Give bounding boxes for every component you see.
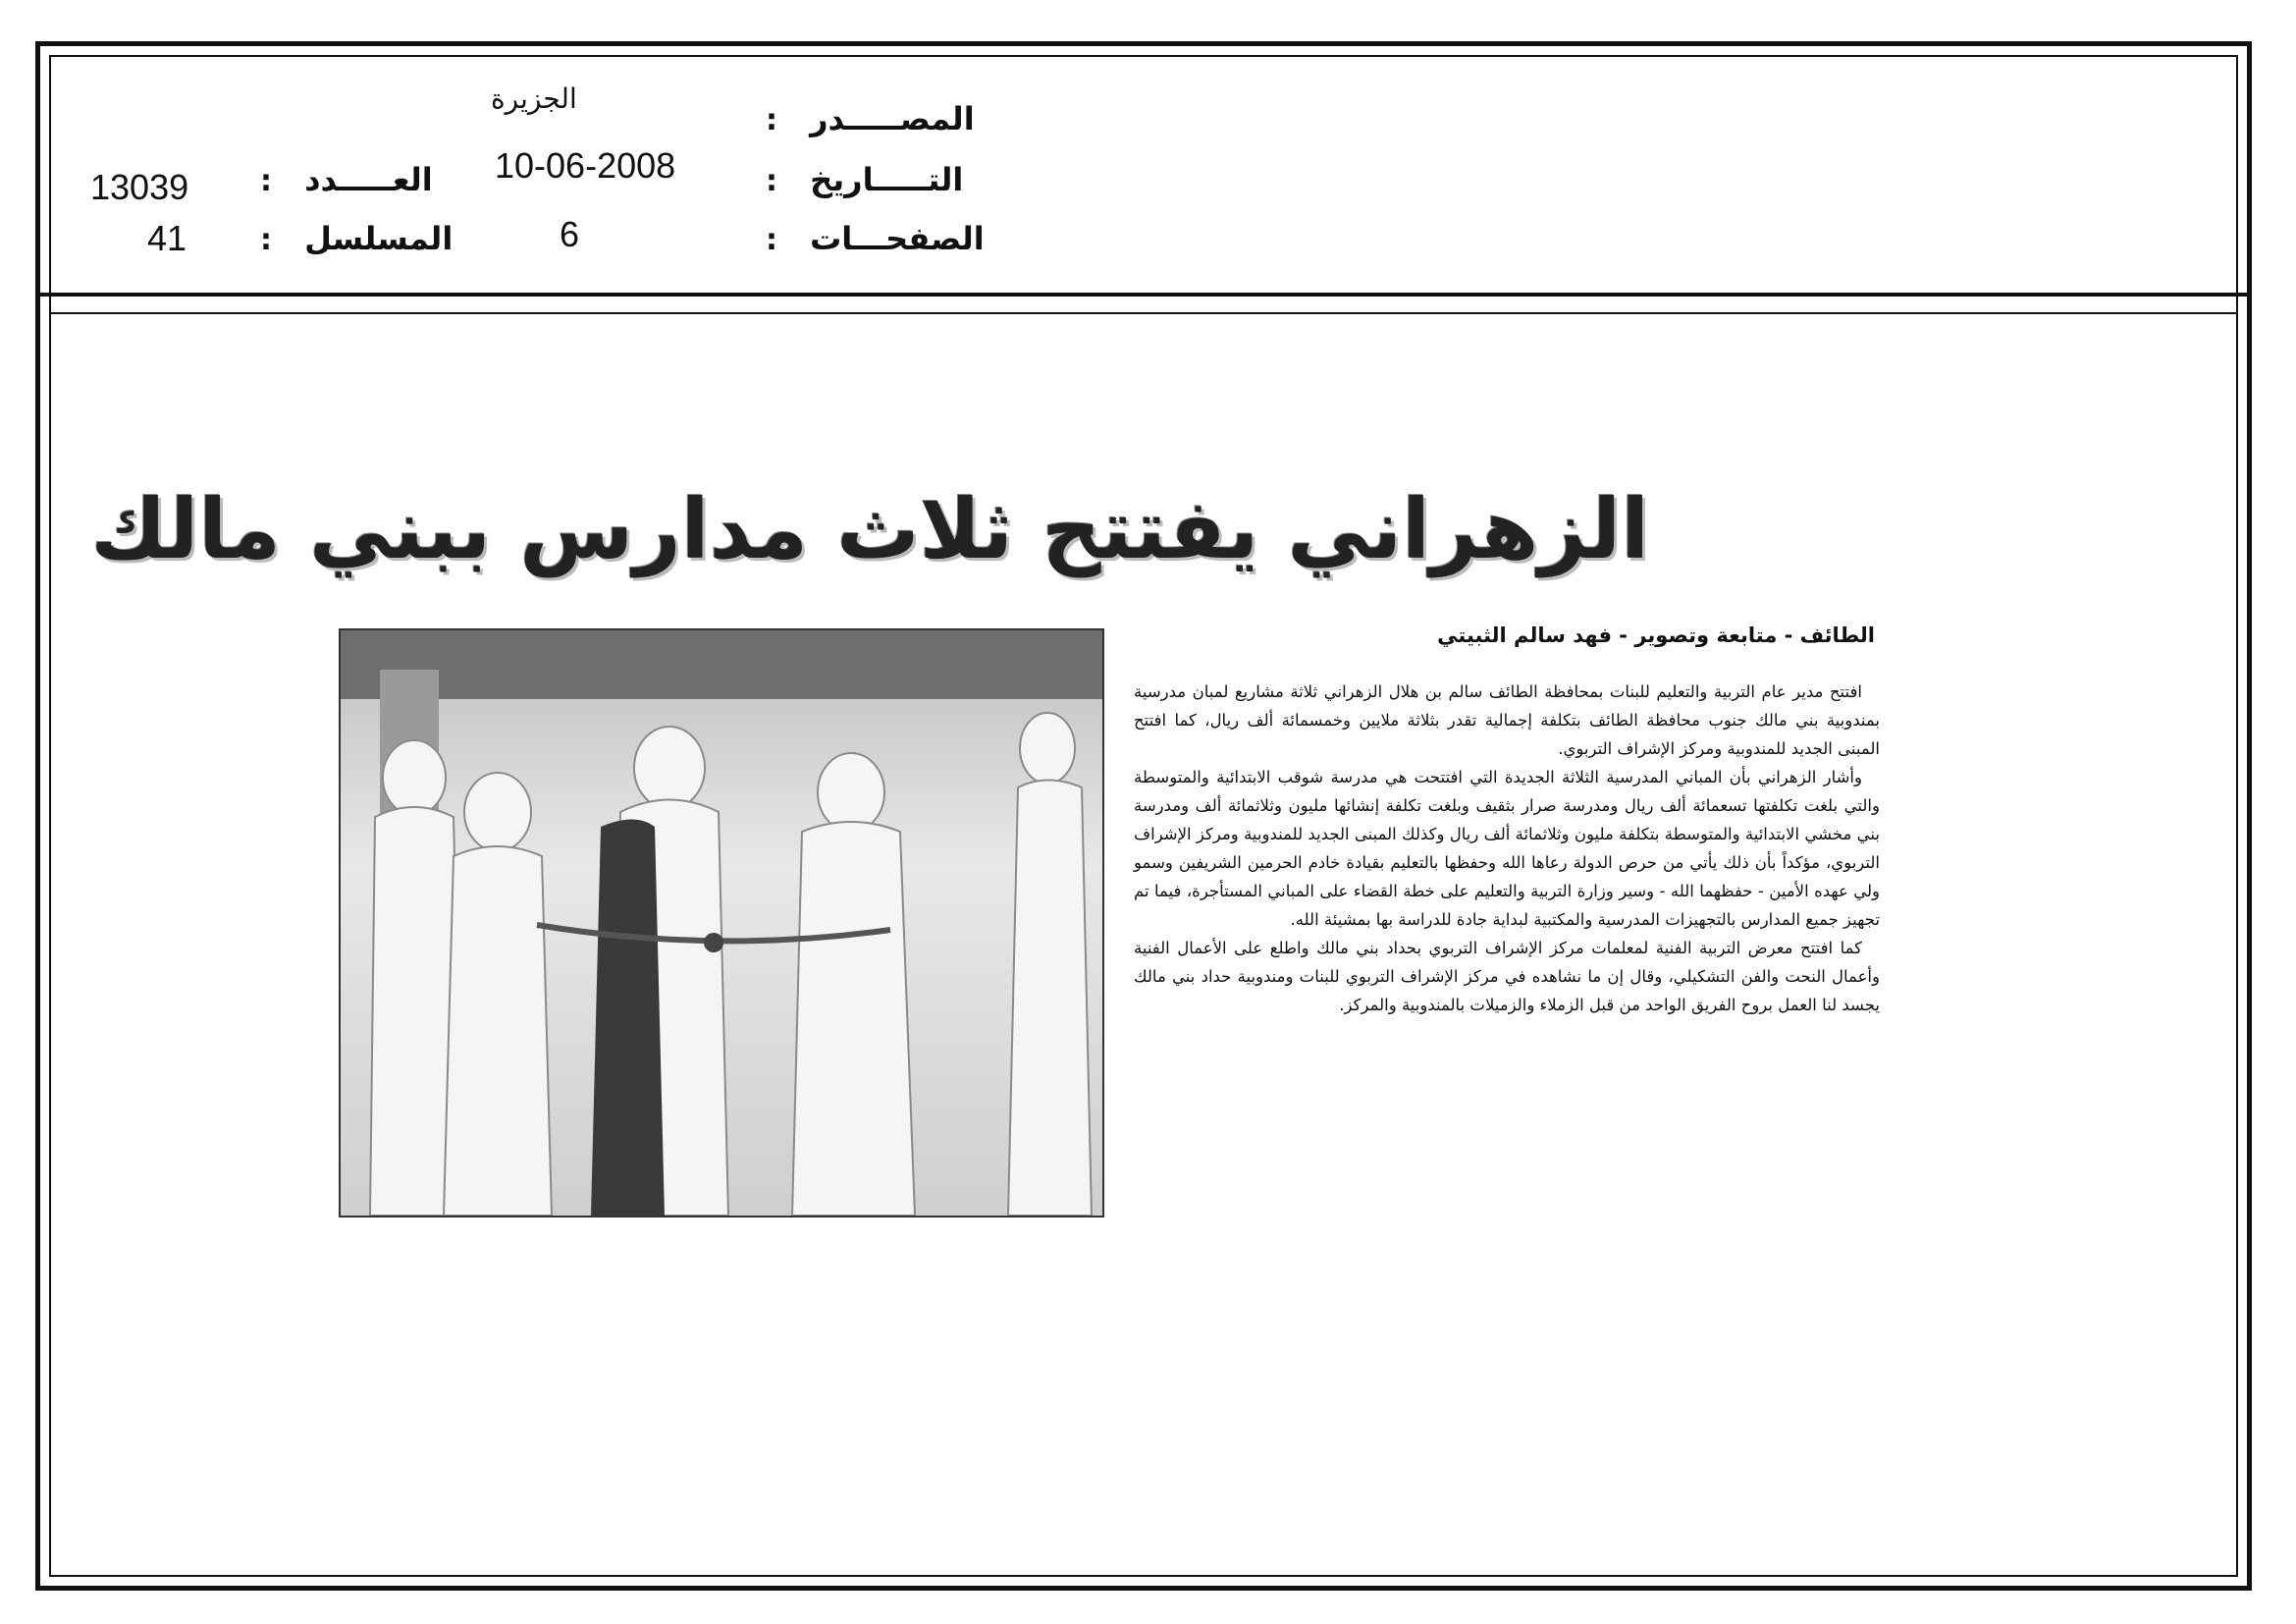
article-body: [1134, 677, 1880, 1019]
date-colon: :: [766, 164, 777, 198]
pages-row: [766, 220, 985, 257]
serial-row: [260, 220, 453, 257]
article-paragraph: وأشار الزهراني بأن المباني المدرسية الثلاثة الجديدة التي افتتحت هي مدرسة شوقب الابتدائية والمتوسطة والتي بلغت تكلفتها تسعمائة ألف ريال ومدرسة صرار بثقيف وبلغت تكلفة إنشائها مليون وثلاثمائة ألف ومدرسة بني مخشي الابتدائية والمتوسطة بتكلفة مليون وثلاثمائة ألف ريال وكذلك المبنى الجديد للمندوبية ومركز الإشراف التربوي، مؤكداً بأن ذلك يأتي من حرص الدولة رعاها الله وحفظها بالتعليم بقيادة خادم الحرمين الشريفين وسمو ولي عهده الأمين - حفظهما الله - وسير وزارة التربية والتعليم على خطة القضاء على المباني المستأجرة، فيما تم تجهيز جميع المدارس بالتجهيزات المدرسية والمكتبية لبداية جادة للدراسة بها بمشيئة الله.: [1134, 768, 1880, 929]
ribbon-cutting-photo-image: [341, 630, 1102, 1216]
article-clipping: [90, 461, 1885, 1247]
date-label: التـــــاريخ: [810, 161, 964, 198]
serial-label: المسلسل: [304, 220, 454, 257]
pages-value: 6: [560, 214, 580, 254]
date-row: [766, 161, 963, 198]
pages-colon: :: [766, 223, 777, 257]
date-value: 10-06-2008: [495, 145, 676, 186]
serial-value: 41: [147, 218, 187, 258]
article-byline: الطائف - متابعة وتصوير - فهد سالم الثبيتي: [1437, 623, 1875, 647]
article-photo: [339, 628, 1104, 1218]
source-value: الجزيرة: [491, 82, 577, 115]
article-paragraph: افتتح مدير عام التربية والتعليم للبنات بمحافظة الطائف سالم بن هلال الزهراني ثلاثة مشاريع لمبان مدرسية بمندوبية بني مالك جنوب محافظة الطائف بتكلفة إجمالية تقدر بثلاثة ملايين وخمسمائة ألف ريال، كما افتتح المبنى الجديد للمندوبية ومركز الإشراف التربوي.: [1134, 682, 1880, 758]
issue-value: 13039: [90, 167, 189, 207]
issue-colon: :: [260, 164, 272, 198]
pages-label: الصفحـــات: [810, 220, 985, 257]
source-label: المصـــــدر: [810, 100, 975, 137]
source-row: [766, 100, 975, 137]
source-colon: :: [766, 103, 777, 137]
header-divider: [35, 293, 2252, 297]
article-paragraph: كما افتتح معرض التربية الفنية لمعلمات مركز الإشراف التربوي بحداد بني مالك واطلع على الأعمال الفنية وأعمال النحت والفن التشكيلي، وقال إن ما نشاهده في مركز الإشراف التربوي للبنات ومندوبية حداد بني مالك يجسد لنا العمل بروح الفريق الواحد من قبل الزملاء والزميلات بالمندوبية والمركز.: [1134, 939, 1880, 1014]
header-divider-inner: [49, 312, 2238, 314]
issue-row: [260, 161, 433, 198]
article-headline: الزهراني يفتتح ثلاث مدارس ببني مالك: [90, 481, 1649, 577]
serial-colon: :: [260, 223, 272, 257]
issue-label: العـــــدد: [304, 161, 433, 198]
